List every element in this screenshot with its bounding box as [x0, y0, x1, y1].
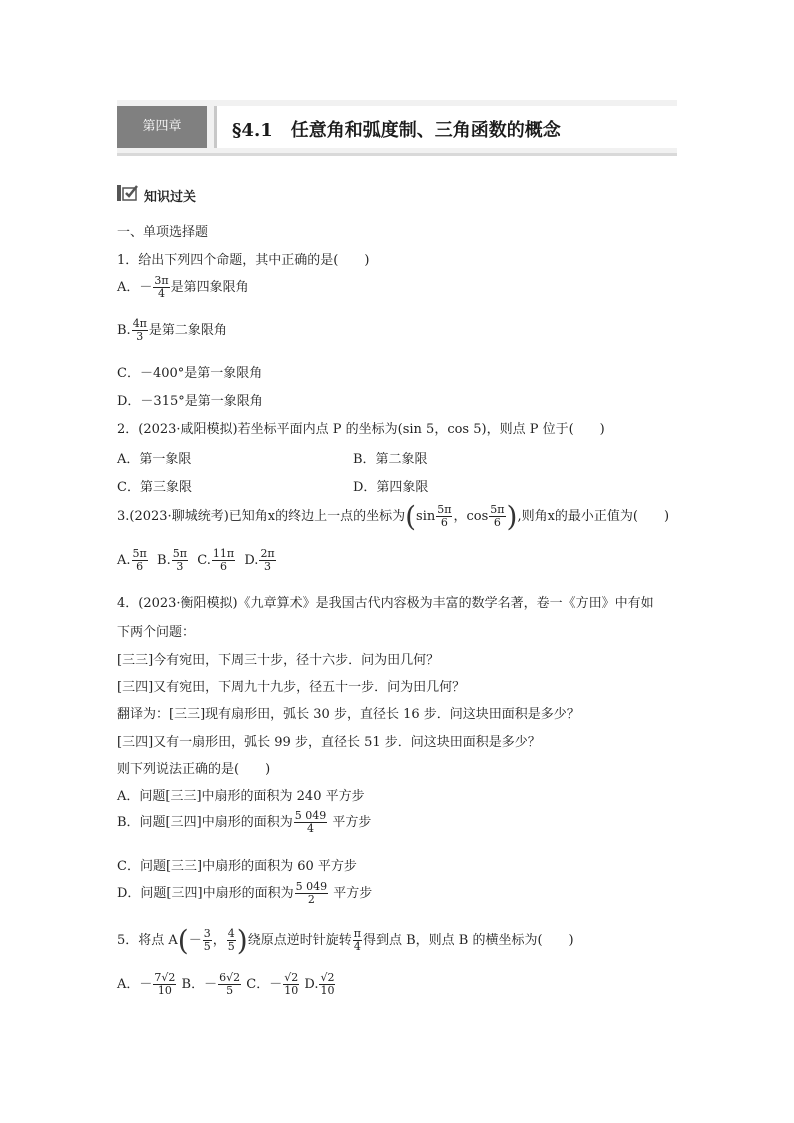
q1-option-c: C．－400°是第一象限角: [117, 366, 263, 381]
q2-stem: 2．(2023·咸阳模拟)若坐标平面内点 P 的坐标为(sin 5，cos 5)，则点 P 位于( ): [117, 422, 605, 437]
q4-option-b: B．问题[三四]中扇形的面积为 $\frac{5 049}{4}$ 平方步: [117, 809, 372, 835]
q5-option-a: A．－ $\frac{7√2}{10}$: [117, 971, 176, 997]
chapter-tab: 第四章: [117, 106, 207, 148]
q4-line1: 4．(2023·衡阳模拟)《九章算术》是我国古代内容极为丰富的数学名著，卷一《方田》中有如: [117, 596, 654, 611]
q5-options: [117, 972, 336, 997]
q4-line6: [三四]又有一扇形田，弧长 99 步，直径长 51 步．问这块田面积是多少？: [117, 735, 541, 750]
q4-line5: 翻译为：[三三]现有扇形田，弧长 30 步，直径长 16 步．问这块田面积是多少？: [117, 707, 580, 722]
q5-stem: 5．将点 A(－ $\frac{3}{5}$ ， $\frac{4}{5}$ )绕原点逆时针旋转 $\frac{\pi}{4}$ 得到点 B，则点 B 的横坐标为( ): [117, 924, 574, 957]
q5-option-b: B．－ $\frac{6√2}{5}$: [181, 971, 241, 997]
q4-line4: [三四]又有宛田，下周九十九步，径五十一步．问为田几何？: [117, 680, 466, 695]
q3-option-a: A. $\frac{5\pi}{6}$: [117, 547, 147, 573]
section-label: 知识过关: [144, 190, 197, 205]
q2-option-a: A．第一象限: [117, 452, 192, 467]
q2-option-b: B．第二象限: [353, 452, 428, 467]
q4-line2: 下两个问题：: [117, 625, 196, 640]
q4-option-c: C．问题[三三]中扇形的面积为 60 平方步: [117, 859, 357, 874]
header-shadow: [117, 153, 677, 156]
q3-option-d: D. $\frac{2\pi}{3}$: [244, 547, 275, 573]
q1-option-d: D．－315°是第一象限角: [117, 394, 263, 409]
q3-options: [117, 548, 277, 573]
q4-option-d: D．问题[三四]中扇形的面积为 $\frac{5 049}{2}$ 平方步: [117, 880, 373, 906]
q5-option-c: C．－ $\frac{√2}{10}$: [246, 971, 299, 997]
part-heading: 一、单项选择题: [117, 225, 209, 240]
page-title: §4.1 任意角和弧度制、三角函数的概念: [232, 120, 561, 141]
q1-option-b: B. $\frac{4\pi}{3}$ 是第二象限角: [117, 317, 227, 343]
q4-line3: [三三]今有宛田，下周三十步，径十六步．问为田几何？: [117, 653, 440, 668]
q4-option-a: A．问题[三三]中扇形的面积为 240 平方步: [117, 789, 365, 804]
q2-option-c: C．第三象限: [117, 480, 192, 495]
q5-option-d: D. $\frac{√2}{10}$: [304, 971, 335, 997]
q1-option-a: A．－ $\frac{3\pi}{4}$ 是第四象限角: [117, 274, 249, 300]
q4-line7: 则下列说法正确的是( ): [117, 762, 271, 777]
q3-stem: 3.(2023·聊城统考)已知角x的终边上一点的坐标为(sin $\frac{5\pi}{6}$ ，cos $\frac{5\pi}{6}$ ),则角x的最小正值为( ): [117, 500, 670, 533]
q3-option-c: C. $\frac{11\pi}{6}$: [197, 547, 235, 573]
q2-option-d: D．第四象限: [353, 480, 429, 495]
q3-option-b: B. $\frac{5\pi}{3}$: [157, 547, 187, 573]
checklist-icon: [117, 185, 139, 201]
q1-stem: 1．给出下列四个命题，其中正确的是( ): [117, 253, 370, 268]
